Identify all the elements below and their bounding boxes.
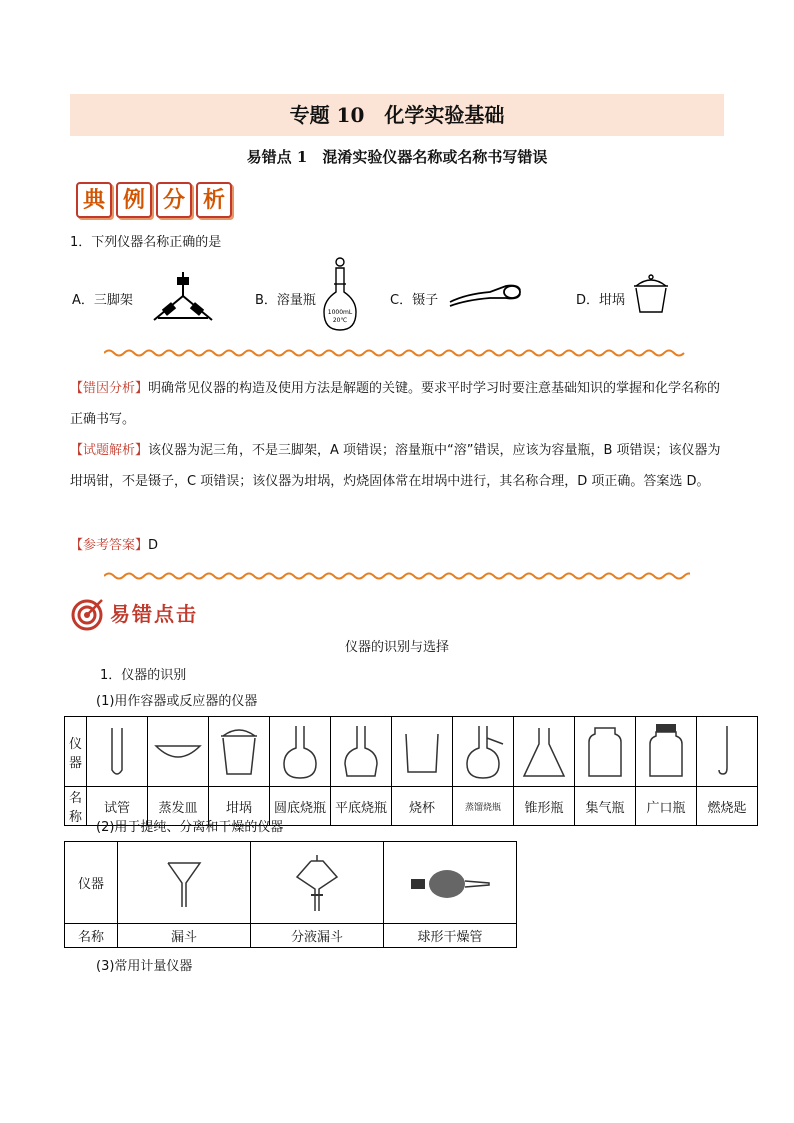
badge-char: 分 [156, 182, 192, 218]
instrument-name: 集气瓶 [575, 787, 636, 826]
table-cell [87, 717, 148, 787]
table-cell [636, 717, 697, 787]
table-cell [575, 717, 636, 787]
table-cell [331, 717, 392, 787]
conical-flask-icon [514, 720, 574, 784]
wavy-divider [104, 571, 690, 581]
flask-temp-label: 20℃ [332, 317, 348, 324]
table-cell [148, 717, 209, 787]
table-cell [209, 717, 270, 787]
distilling-flask-icon [453, 720, 513, 784]
instrument-name: 燃烧匙 [697, 787, 758, 826]
crucible-icon [630, 272, 672, 316]
target-icon [70, 598, 104, 632]
error-analysis [70, 373, 730, 435]
test-tube-icon [87, 720, 147, 784]
drying-tube-icon [405, 851, 495, 915]
section-subtitle: 易错点 1 混淆实验仪器名称或名称书写错误 [246, 148, 548, 166]
deflagrating-spoon-icon [697, 720, 757, 784]
answer-tag: 【参考答案】 [70, 538, 149, 553]
instrument-name: 试管 [87, 787, 148, 826]
option-c: C．镊子 [390, 293, 439, 308]
reference-answer [70, 530, 730, 561]
wavy-divider [104, 348, 690, 358]
wide-mouth-bottle-icon [636, 720, 696, 784]
answer-text: D [148, 538, 159, 553]
heading-1-1: (1)用作容器或反应器的仪器 [96, 694, 258, 709]
instrument-name: 烧杯 [392, 787, 453, 826]
evaporating-dish-icon [148, 720, 208, 784]
mistake-point-label: 易错点击 [110, 602, 198, 626]
table-row-label: 名称 [65, 787, 87, 826]
solution-analysis [70, 435, 730, 497]
instrument-name: 球形干燥管 [384, 924, 517, 948]
error-analysis-tag: 【错因分析】 [70, 381, 149, 396]
badge-char: 典 [76, 182, 112, 218]
separatory-funnel-icon [287, 851, 347, 915]
instrument-name: 漏斗 [118, 924, 251, 948]
instrument-name: 广口瓶 [636, 787, 697, 826]
heading-1-2: (2)用于提纯、分离和干燥的仪器 [96, 820, 284, 835]
option-b: B．溶量瓶 [255, 293, 316, 308]
page-title: 专题 10 化学实验基础 [289, 103, 505, 127]
flat-bottom-flask-icon [331, 720, 391, 784]
beaker-icon [392, 720, 452, 784]
table-cell [251, 842, 384, 924]
crucible-icon [209, 720, 269, 784]
solution-text: 该仪器为泥三角，不是三脚架，A 项错误；溶量瓶中“溶”错误，应该为容量瓶，B 项错误；该仪器为坩埚钳，不是镊子，C 项错误；该仪器为坩埚，灼烧固体常在坩埚中进行，其名称合理，D 项正确。答案选 D。 [70, 443, 721, 489]
option-a: A．三脚架 [72, 293, 133, 308]
round-bottom-flask-icon [270, 720, 330, 784]
table-row-label: 仪器 [65, 717, 87, 787]
container-instruments-table [64, 716, 758, 826]
instrument-name: 蒸馏烧瓶 [453, 787, 514, 826]
flask-capacity-label: 1000mL [327, 309, 353, 316]
instrument-name: 平底烧瓶 [331, 787, 392, 826]
separation-instruments-table [64, 841, 517, 948]
solution-tag: 【试题解析】 [70, 443, 149, 458]
funnel-icon [154, 851, 214, 915]
table-cell [384, 842, 517, 924]
error-analysis-text: 明确常见仪器的构造及使用方法是解题的关键。要求平时学习时要注意基础知识的掌握和化学名称的正确书写。 [70, 381, 721, 427]
table-cell [514, 717, 575, 787]
gas-jar-icon [575, 720, 635, 784]
question-stem: 1．下列仪器名称正确的是 [70, 235, 222, 250]
crucible-tongs-icon [446, 280, 524, 310]
heading-1-3: (3)常用计量仪器 [96, 959, 193, 974]
table-row-label: 仪器 [65, 842, 118, 924]
table-cell [270, 717, 331, 787]
table-row-label: 名称 [65, 924, 118, 948]
table-cell [697, 717, 758, 787]
clay-triangle-icon [150, 268, 216, 326]
option-d: D．坩埚 [576, 293, 626, 308]
badge-char: 析 [196, 182, 232, 218]
table-cell [118, 842, 251, 924]
heading-1: 1．仪器的识别 [100, 668, 187, 683]
instrument-name: 分液漏斗 [251, 924, 384, 948]
instrument-name: 坩埚 [209, 787, 270, 826]
example-analysis-badge [76, 182, 232, 218]
badge-char: 例 [116, 182, 152, 218]
table-cell [453, 717, 514, 787]
instrument-name: 蒸发皿 [148, 787, 209, 826]
instrument-name: 锥形瓶 [514, 787, 575, 826]
volumetric-flask-icon [320, 256, 360, 334]
instrument-name: 圆底烧瓶 [270, 787, 331, 826]
table-cell [392, 717, 453, 787]
content-title: 仪器的识别与选择 [344, 640, 449, 655]
